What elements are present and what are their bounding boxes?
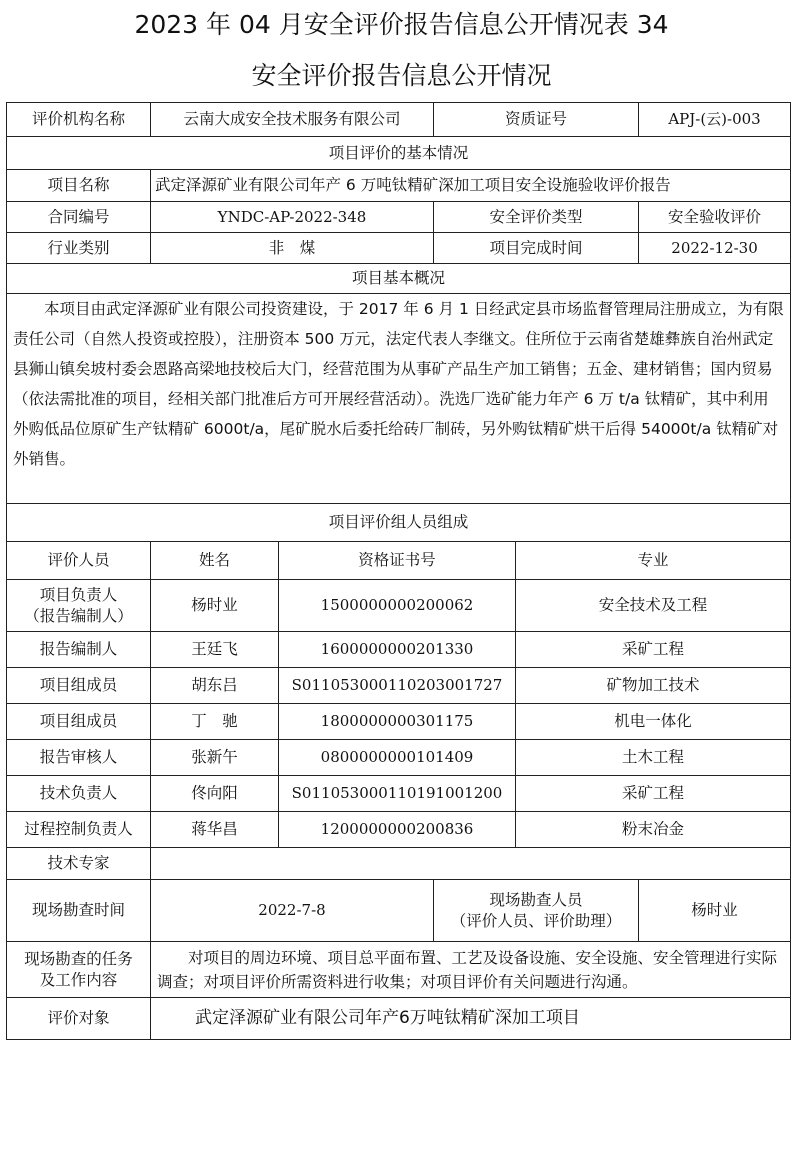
member-cert: 1800000000301175 (279, 704, 516, 740)
col-name: 姓名 (151, 542, 279, 580)
member-name: 佟向阳 (151, 776, 279, 812)
project-name: 武定泽源矿业有限公司年产 6 万吨钛精矿深加工项目安全设施验收评价报告 (151, 170, 791, 202)
document-title: 2023 年 04 月安全评价报告信息公开情况表 34 (134, 10, 669, 39)
col-cert: 资格证书号 (279, 542, 516, 580)
contract-row (7, 202, 791, 233)
member-major: 土木工程 (516, 740, 791, 776)
industry-row (7, 233, 791, 264)
finish-label: 项目完成时间 (434, 233, 639, 264)
task-value: 对项目的周边环境、项目总平面布置、工艺及设备设施、安全设施、安全管理进行实际调查；对项目评价所需资料进行收集；对项目评价有关问题进行沟通。 (151, 942, 791, 998)
team-header-row (7, 504, 791, 542)
table-row (7, 580, 791, 632)
member-cert: S011053000110203001727 (279, 668, 516, 704)
member-role-line2: （报告编制人） (24, 606, 133, 625)
member-role: 技术负责人 (7, 776, 151, 812)
table-row (7, 704, 791, 740)
member-name: 杨时业 (151, 580, 279, 632)
col-role: 评价人员 (7, 542, 151, 580)
expert-label: 技术专家 (7, 848, 151, 880)
finish-value: 2022-12-30 (639, 233, 791, 264)
member-major: 机电一体化 (516, 704, 791, 740)
task-label-line1: 现场勘查的任务 (24, 949, 133, 968)
member-major: 采矿工程 (516, 632, 791, 668)
expert-value (151, 848, 791, 880)
section-title: 安全评价报告信息公开情况 (251, 61, 552, 90)
survey-staff-label-line1: 现场勘查人员 (489, 890, 583, 909)
survey-staff-label (434, 880, 639, 942)
survey-staff-value: 杨时业 (639, 880, 791, 942)
member-cert: 1200000000200836 (279, 812, 516, 848)
table-row (7, 812, 791, 848)
target-value: 武定泽源矿业有限公司年产6万吨钛精矿深加工项目 (151, 998, 791, 1040)
industry-value: 非 煤 (151, 233, 434, 264)
basic-header-row (7, 137, 791, 170)
col-major: 专业 (516, 542, 791, 580)
target-row (7, 998, 791, 1040)
member-role: 报告审核人 (7, 740, 151, 776)
member-role: 项目组成员 (7, 704, 151, 740)
overview-header-row (7, 264, 791, 294)
table-row (7, 776, 791, 812)
cert-label: 资质证号 (434, 103, 639, 137)
member-role: 过程控制负责人 (7, 812, 151, 848)
member-cert: 0800000000101409 (279, 740, 516, 776)
project-name-label: 项目名称 (7, 170, 151, 202)
task-label (7, 942, 151, 998)
member-name: 胡东吕 (151, 668, 279, 704)
org-label: 评价机构名称 (7, 103, 151, 137)
member-role (7, 580, 151, 632)
survey-time-label: 现场勘查时间 (7, 880, 151, 942)
member-cert: 1600000000201330 (279, 632, 516, 668)
member-name: 张新午 (151, 740, 279, 776)
task-row (7, 942, 791, 998)
table-row (7, 632, 791, 668)
member-major: 采矿工程 (516, 776, 791, 812)
member-name: 丁 驰 (151, 704, 279, 740)
member-major: 粉末冶金 (516, 812, 791, 848)
org-row (7, 103, 791, 137)
task-label-line2: 及工作内容 (39, 970, 118, 989)
member-cert: 1500000000200062 (279, 580, 516, 632)
member-name: 蒋华昌 (151, 812, 279, 848)
table-row (7, 668, 791, 704)
contract-value: YNDC-AP-2022-348 (151, 202, 434, 233)
org-value: 云南大成安全技术服务有限公司 (151, 103, 434, 137)
survey-staff-label-line2: （评价人员、评价助理） (450, 911, 622, 930)
member-cert: S011053000110191001200 (279, 776, 516, 812)
overview-row (7, 294, 791, 504)
table-row (7, 740, 791, 776)
team-columns-row (7, 542, 791, 580)
eval-type-label: 安全评价类型 (434, 202, 639, 233)
contract-label: 合同编号 (7, 202, 151, 233)
member-major: 矿物加工技术 (516, 668, 791, 704)
overview-text: 本项目由武定泽源矿业有限公司投资建设，于 2017 年 6 月 1 日经武定县市场监督管理局注册成立，为有限责任公司（自然人投资或控股），注册资本 500 万元，法定代表人李继文。住所位于云南省楚雄彝族自治州武定县狮山镇矣坡村委会恩路高梁地技校后大门，经营范围为从事矿产品生产加工销售；五金、建材销售；国内贸易（依法需批准的项目，经相关部门批准后方可开展经营活动）。洗选厂选矿能力年产 6 万 t/a 钛精矿，其中利用外购低品位原矿生产钛精矿 6000t/a，尾矿脱水后委托给砖厂制砖，另外购钛精矿烘干后得 54000t/a 钛精矿对外销售。 (7, 294, 791, 504)
member-major: 安全技术及工程 (516, 580, 791, 632)
member-role: 项目组成员 (7, 668, 151, 704)
team-header: 项目评价组人员组成 (7, 504, 791, 542)
eval-type-value: 安全验收评价 (639, 202, 791, 233)
member-role-line1: 项目负责人 (39, 585, 118, 604)
cert-value: APJ-(云)-003 (639, 103, 791, 137)
info-table (6, 102, 791, 1040)
member-name: 王廷飞 (151, 632, 279, 668)
member-role: 报告编制人 (7, 632, 151, 668)
target-label: 评价对象 (7, 998, 151, 1040)
overview-header: 项目基本概况 (7, 264, 791, 294)
industry-label: 行业类别 (7, 233, 151, 264)
project-name-row (7, 170, 791, 202)
survey-row (7, 880, 791, 942)
survey-time-value: 2022-7-8 (151, 880, 434, 942)
basic-header: 项目评价的基本情况 (7, 137, 791, 170)
expert-row (7, 848, 791, 880)
